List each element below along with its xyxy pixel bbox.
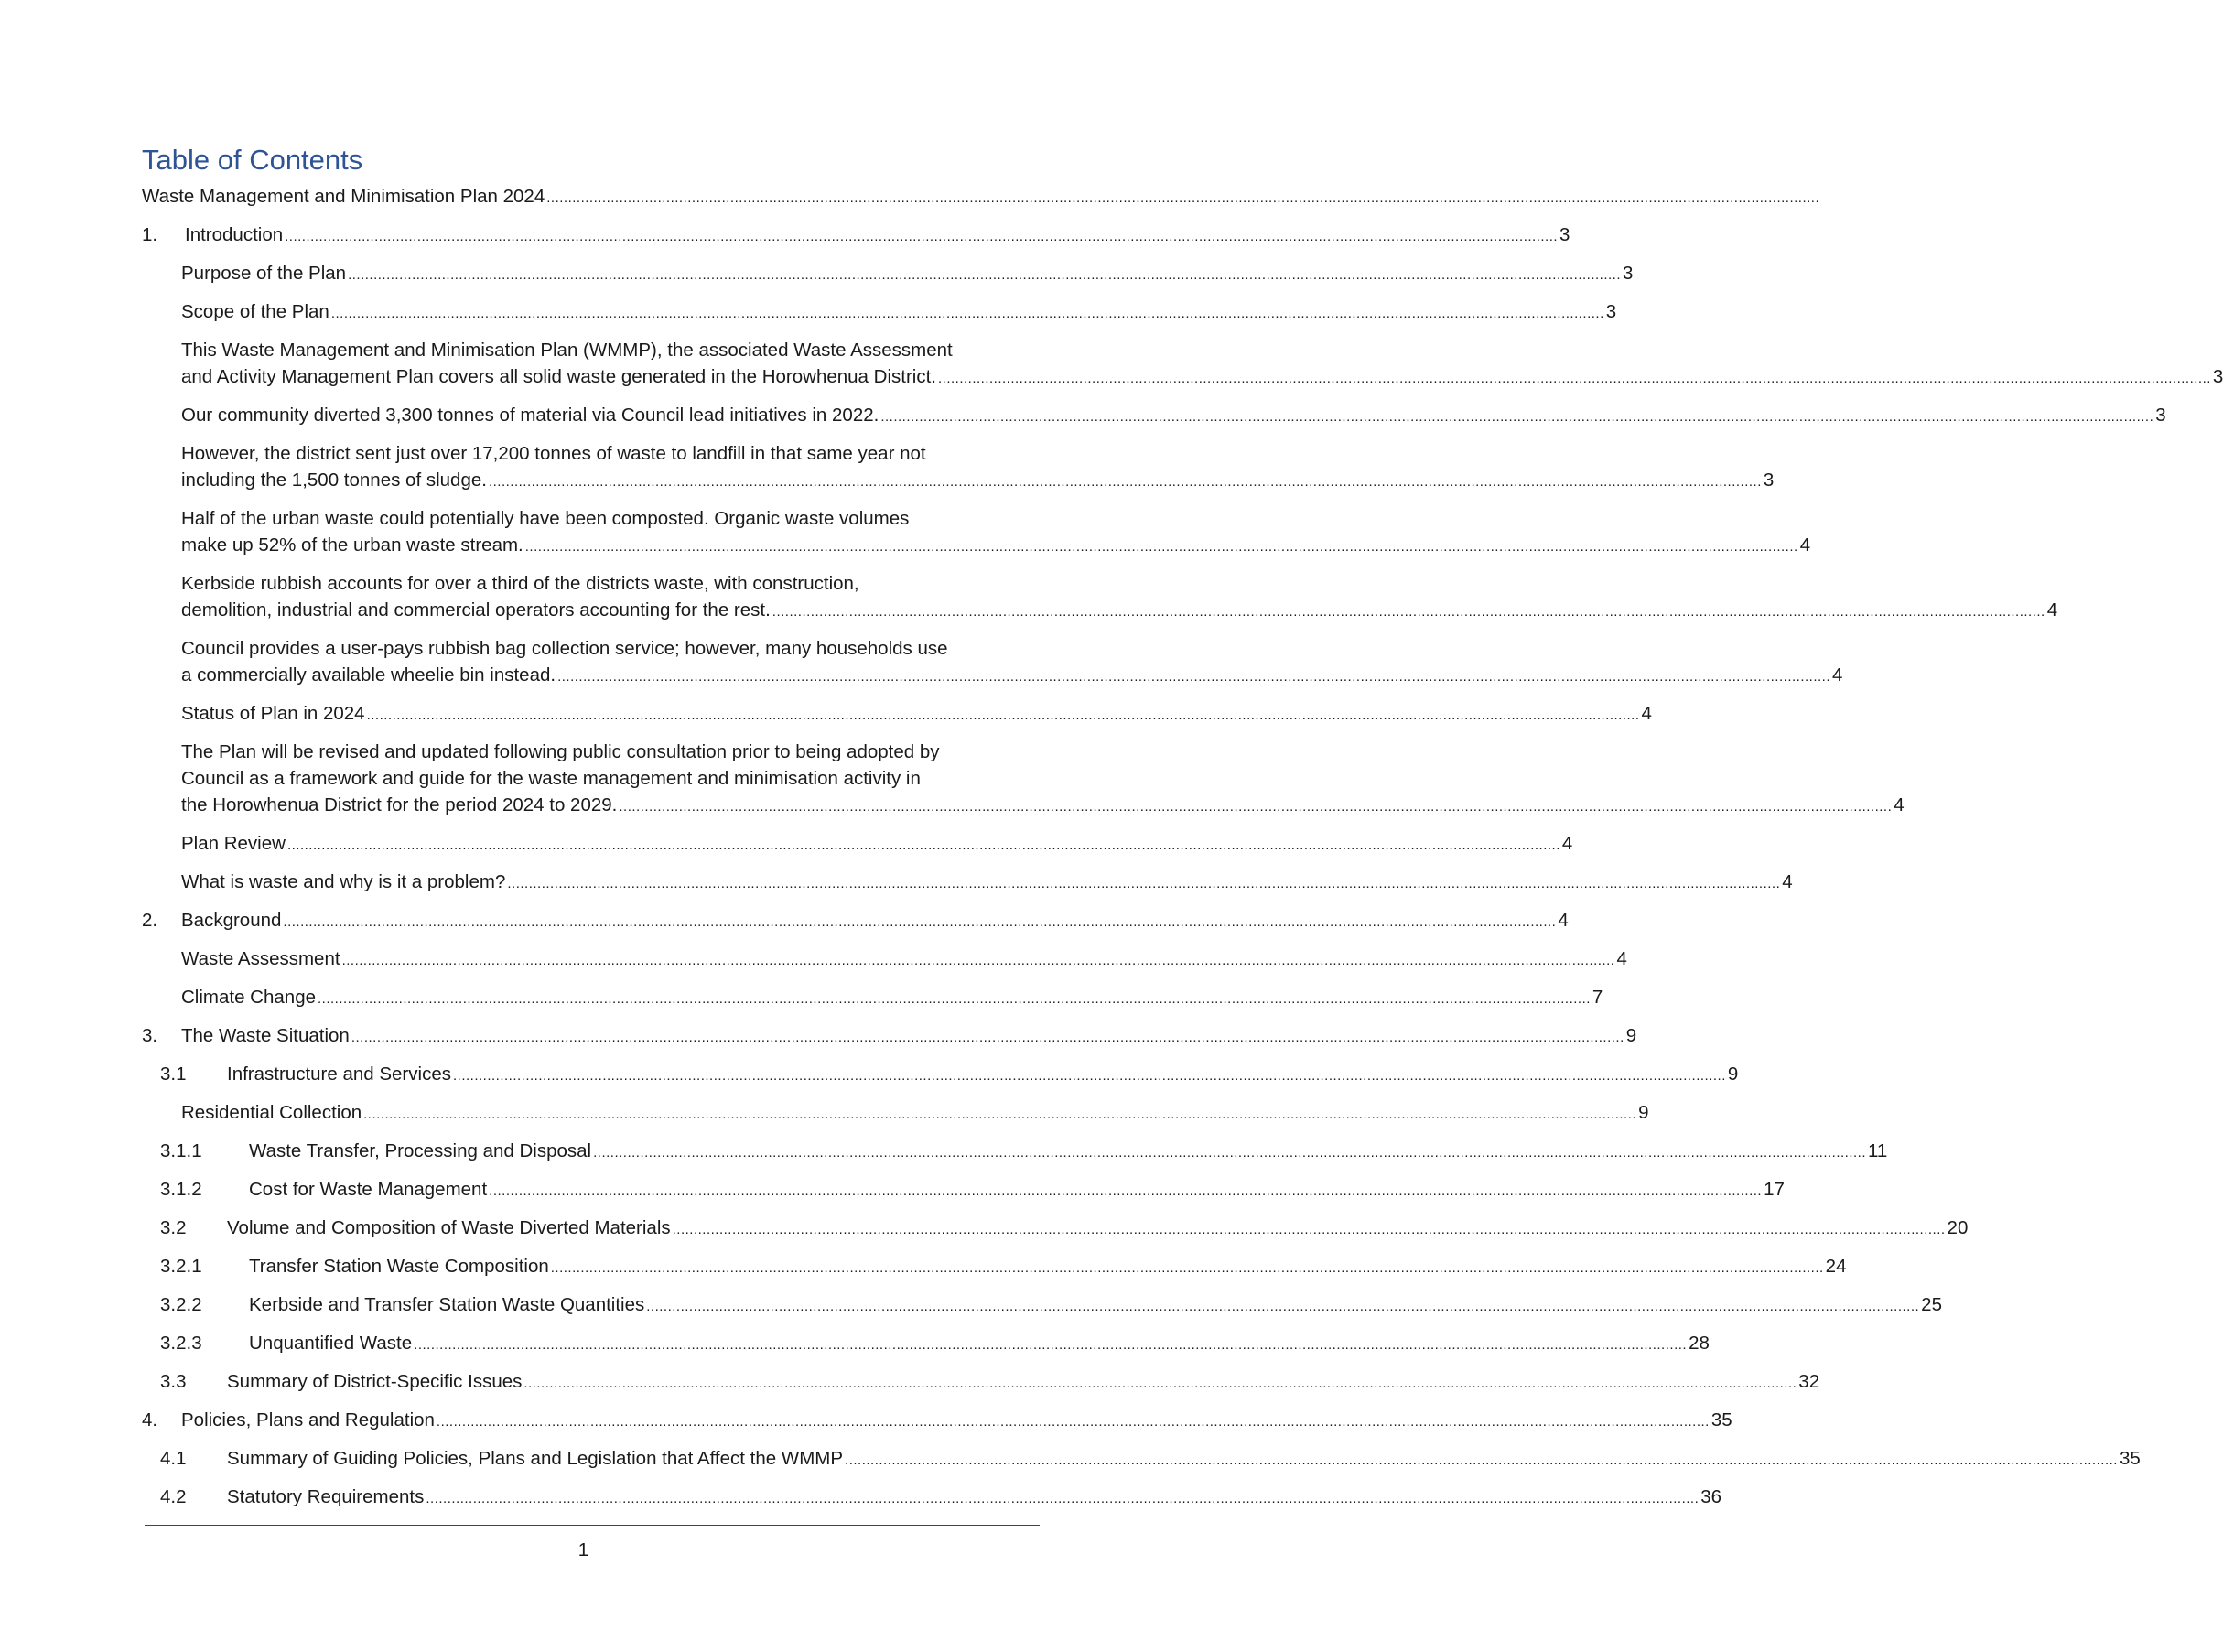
- toc-entry-number: 3.2.2: [160, 1294, 202, 1315]
- toc-entry-label: Statutory Requirements: [227, 1486, 425, 1507]
- toc-entry-label: Policies, Plans and Regulation: [181, 1409, 435, 1431]
- toc-entry-number: 3.2.1: [160, 1256, 202, 1277]
- toc-entry-page: 4: [1558, 910, 1569, 931]
- toc-entry[interactable]: [142, 1022, 1637, 1051]
- toc-entry[interactable]: [142, 635, 1843, 690]
- toc-entry[interactable]: [142, 1330, 1710, 1358]
- toc-entry[interactable]: [142, 1176, 1785, 1204]
- toc-entry-page: 9: [1625, 1025, 1637, 1046]
- toc-leader-dots: ..........................................................................................................................................................................................................................................................................................................: [366, 707, 1640, 723]
- toc-entry[interactable]: [142, 945, 1627, 974]
- toc-leader-dots: ..........................................................................................................................................................................................................................................................................................................: [772, 604, 2045, 620]
- toc-entry-number: 4.1: [160, 1448, 187, 1469]
- toc-leader-dots: ..........................................................................................................................................................................................................................................................................................................: [845, 1452, 2118, 1468]
- toc-leader-dots: ..........................................................................................................................................................................................................................................................................................................: [283, 914, 1557, 930]
- toc-entry[interactable]: [142, 183, 1820, 211]
- toc-entry-number: 3.2.3: [160, 1333, 202, 1354]
- toc-entry-label: the Horowhenua District for the period 2024 to 2029.: [181, 794, 618, 815]
- toc-leader-dots: ..........................................................................................................................................................................................................................................................................................................: [341, 953, 1615, 968]
- toc-leader-dots: ..........................................................................................................................................................................................................................................................................................................: [507, 876, 1781, 891]
- toc-entry-page: 11: [1868, 1140, 1888, 1161]
- toc-entry-page: 4: [1894, 794, 1905, 815]
- toc-leader-dots: ..........................................................................................................................................................................................................................................................................................................: [348, 267, 1621, 283]
- toc-entry-number: 3.: [142, 1025, 158, 1046]
- toc-entry[interactable]: [142, 298, 1617, 327]
- toc-entry-page: 24: [1825, 1256, 1847, 1277]
- toc-entry[interactable]: [142, 1291, 1942, 1320]
- toc-leader-dots: ..........................................................................................................................................................................................................................................................................................................: [436, 1414, 1710, 1430]
- toc-entry-page: 3: [2212, 366, 2223, 387]
- toc-entry-page: 4: [1641, 703, 1652, 724]
- toc-leader-dots: ..........................................................................................................................................................................................................................................................................................................: [550, 1260, 1824, 1276]
- toc-entry-number: 4.: [142, 1409, 158, 1431]
- toc-entry-page: 32: [1798, 1371, 1820, 1392]
- toc-entry-page: 4: [1782, 871, 1793, 892]
- toc-leader-dots: ..........................................................................................................................................................................................................................................................................................................: [523, 1376, 1797, 1391]
- toc-entry-label: Purpose of the Plan: [181, 263, 347, 284]
- toc-leader-dots: ..........................................................................................................................................................................................................................................................................................................: [646, 1299, 1920, 1314]
- toc-entry-text-line: The Plan will be revised and updated following public consultation prior to being adopted by: [181, 741, 940, 762]
- toc-entry-page: 3: [1605, 301, 1617, 322]
- toc-entry[interactable]: [142, 1099, 1649, 1128]
- toc-entry[interactable]: [142, 1253, 1847, 1281]
- toc-entry-page: 36: [1700, 1486, 1722, 1507]
- toc-entry-label: make up 52% of the urban waste stream.: [181, 534, 523, 556]
- toc-entry-label: Background: [181, 910, 282, 931]
- toc-leader-dots: ..........................................................................................................................................................................................................................................................................................................: [426, 1491, 1700, 1506]
- toc-entry-page: 20: [1947, 1217, 1969, 1238]
- toc-entry-text-line: Half of the urban waste could potentially have been composted. Organic waste volumes: [181, 508, 910, 529]
- toc-entry[interactable]: [142, 984, 1603, 1012]
- toc-entry-page: 4: [1799, 534, 1811, 556]
- toc-leader-dots: ..........................................................................................................................................................................................................................................................................................................: [938, 371, 2211, 386]
- toc-leader-dots: ..........................................................................................................................................................................................................................................................................................................: [318, 991, 1591, 1007]
- toc-title: Table of Contents: [142, 144, 363, 176]
- toc-entry-page: 35: [1710, 1409, 1732, 1431]
- toc-entry-label: Our community diverted 3,300 tonnes of material via Council lead initiatives in 2022.: [181, 405, 879, 426]
- toc-leader-dots: ..........................................................................................................................................................................................................................................................................................................: [351, 1030, 1624, 1045]
- toc-entry-label: a commercially available wheelie bin instead.: [181, 664, 556, 686]
- toc-entry-label: Summary of Guiding Policies, Plans and Legislation that Affect the WMMP: [227, 1448, 844, 1469]
- toc-entry-label: Introduction: [185, 224, 284, 245]
- toc-entry[interactable]: [142, 700, 1652, 729]
- toc-entry-label: demolition, industrial and commercial operators accounting for the rest.: [181, 599, 771, 621]
- toc-entry-label: Scope of the Plan: [181, 301, 329, 322]
- toc-entry-number: 1.: [142, 224, 158, 245]
- toc-leader-dots: ..........................................................................................................................................................................................................................................................................................................: [330, 306, 1604, 321]
- toc-entry-page: 3: [1763, 470, 1775, 491]
- toc-entry-number: 3.1: [160, 1064, 187, 1085]
- toc-entry-number: 4.2: [160, 1486, 187, 1507]
- toc-entry-text-line: Kerbside rubbish accounts for over a third of the districts waste, with construction,: [181, 573, 859, 594]
- toc-entry[interactable]: [142, 1215, 1969, 1243]
- toc-entry[interactable]: [142, 1138, 1888, 1166]
- toc-entry[interactable]: [142, 337, 2223, 392]
- toc-entry-label: and Activity Management Plan covers all solid waste generated in the Horowhenua District.: [181, 366, 936, 387]
- toc-entry-page: 4: [1561, 833, 1573, 854]
- toc-leader-dots: ..........................................................................................................................................................................................................................................................................................................: [524, 539, 1798, 555]
- toc-entry[interactable]: [142, 1061, 1739, 1089]
- toc-entry-page: 35: [2119, 1448, 2141, 1469]
- toc-entry[interactable]: [142, 830, 1573, 858]
- toc-entry[interactable]: [142, 260, 1634, 288]
- toc-leader-dots: ..........................................................................................................................................................................................................................................................................................................: [488, 474, 1762, 490]
- toc-leader-dots: ..........................................................................................................................................................................................................................................................................................................: [546, 190, 1820, 206]
- toc-entry-page: 4: [2046, 599, 2058, 621]
- toc-entry-page: 25: [1921, 1294, 1942, 1315]
- footer-divider: [145, 1525, 1040, 1526]
- toc-entry-label: Residential Collection: [181, 1102, 362, 1123]
- toc-entry-page: 4: [1616, 948, 1627, 969]
- toc-entry-label: Kerbside and Transfer Station Waste Quantities: [249, 1294, 645, 1315]
- toc-entry[interactable]: [142, 1484, 1722, 1512]
- toc-entry-text-line: This Waste Management and Minimisation Plan (WMMP), the associated Waste Assessment: [181, 340, 953, 361]
- toc-leader-dots: ..........................................................................................................................................................................................................................................................................................................: [286, 837, 1560, 853]
- toc-entry-text-line: Council as a framework and guide for the waste management and minimisation activity in: [181, 768, 921, 789]
- toc-entry-page: 3: [2155, 405, 2166, 426]
- toc-entry-page: 4: [1832, 664, 1843, 686]
- toc-entry-number: 3.1.2: [160, 1179, 202, 1200]
- toc-entry-label: What is waste and why is it a problem?: [181, 871, 506, 892]
- toc-entry-page: 3: [1559, 224, 1570, 245]
- toc-entry[interactable]: [142, 440, 1775, 495]
- toc-entry[interactable]: [142, 221, 1570, 250]
- toc-entry-page: 7: [1592, 987, 1603, 1008]
- toc-entry-page: 17: [1764, 1179, 1785, 1200]
- toc-entry-page: 28: [1689, 1333, 1710, 1354]
- toc-entry-number: 2.: [142, 910, 158, 931]
- toc-entry-label: Infrastructure and Services: [227, 1064, 451, 1085]
- toc-entry[interactable]: [142, 739, 1905, 820]
- toc-entry[interactable]: [142, 1407, 1732, 1435]
- toc-leader-dots: ..........................................................................................................................................................................................................................................................................................................: [285, 229, 1559, 244]
- toc-leader-dots: ..........................................................................................................................................................................................................................................................................................................: [880, 409, 2154, 425]
- toc-entry-label: Cost for Waste Management: [249, 1179, 488, 1200]
- toc-entry-label: Waste Assessment: [181, 948, 340, 969]
- toc-entry-page: 3: [1623, 263, 1634, 284]
- toc-entry-label: Volume and Composition of Waste Diverted Materials: [227, 1217, 671, 1238]
- toc-entry-number: 3.3: [160, 1371, 187, 1392]
- toc-entry[interactable]: [142, 1368, 1820, 1397]
- toc-entry[interactable]: [142, 570, 2058, 625]
- toc-entry-label: Climate Change: [181, 987, 316, 1008]
- toc-entry-text-line: However, the district sent just over 17,200 tonnes of waste to landfill in that same year not: [181, 443, 926, 464]
- toc-entry[interactable]: [142, 869, 1793, 897]
- toc-entry-label: Summary of District-Specific Issues: [227, 1371, 523, 1392]
- toc-leader-dots: ..........................................................................................................................................................................................................................................................................................................: [452, 1068, 1726, 1084]
- toc-entry-page: 9: [1727, 1064, 1739, 1085]
- toc-leader-dots: ..........................................................................................................................................................................................................................................................................................................: [557, 669, 1830, 685]
- toc-entry[interactable]: [142, 505, 1811, 560]
- toc-entry-label: Waste Transfer, Processing and Disposal: [249, 1140, 592, 1161]
- toc-entry-label: Transfer Station Waste Composition: [249, 1256, 549, 1277]
- toc-entry-number: 3.1.1: [160, 1140, 202, 1161]
- toc-entry-label: Status of Plan in 2024: [181, 703, 365, 724]
- toc-leader-dots: ..........................................................................................................................................................................................................................................................................................................: [489, 1183, 1763, 1199]
- toc-leader-dots: ..........................................................................................................................................................................................................................................................................................................: [414, 1337, 1688, 1353]
- toc-list: [142, 183, 2223, 1522]
- toc-entry-label: The Waste Situation: [181, 1025, 350, 1046]
- toc-entry[interactable]: [142, 907, 1569, 935]
- page-number: 1: [577, 1539, 589, 1560]
- toc-entry-number: 3.2: [160, 1217, 187, 1238]
- toc-entry-label: including the 1,500 tonnes of sludge.: [181, 470, 487, 491]
- toc-entry-label: Unquantified Waste: [249, 1333, 413, 1354]
- toc-entry[interactable]: [142, 1445, 2141, 1474]
- toc-entry[interactable]: [142, 402, 2166, 430]
- toc-entry-label: Plan Review: [181, 833, 286, 854]
- toc-leader-dots: ..........................................................................................................................................................................................................................................................................................................: [619, 799, 1893, 815]
- toc-entry-label: Waste Management and Minimisation Plan 2024: [142, 186, 545, 207]
- toc-entry-page: 9: [1638, 1102, 1649, 1123]
- toc-leader-dots: ..........................................................................................................................................................................................................................................................................................................: [593, 1145, 1867, 1161]
- toc-entry-text-line: Council provides a user-pays rubbish bag collection service; however, many households use: [181, 638, 948, 659]
- toc-leader-dots: ..........................................................................................................................................................................................................................................................................................................: [672, 1222, 1946, 1237]
- toc-leader-dots: ..........................................................................................................................................................................................................................................................................................................: [363, 1107, 1637, 1122]
